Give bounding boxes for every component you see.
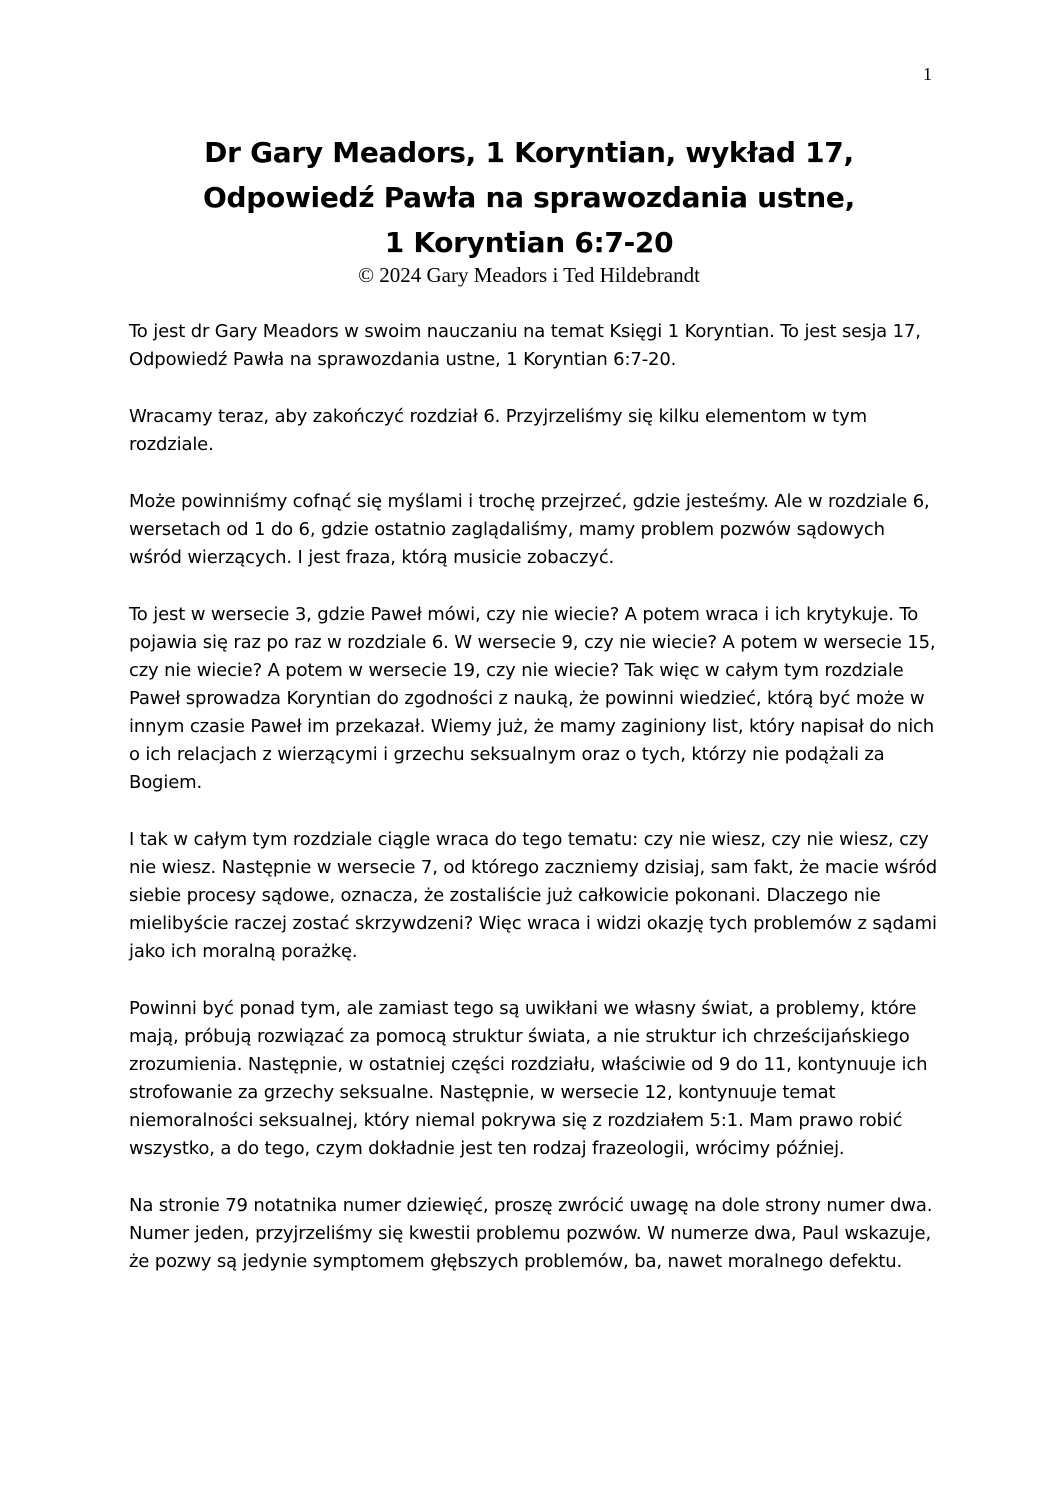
document-header <box>0 130 1058 289</box>
paragraph: To jest dr Gary Meadors w swoim nauczaniu na temat Księgi 1 Koryntian. To jest sesja 17, Odpowiedź Pawła na sprawozdania ustne, 1 Koryntian 6:7-20. <box>129 321 921 370</box>
document-title-line-3: 1 Koryntian 6:7-20 <box>384 226 674 259</box>
copyright-notice: © 2024 Gary Meadors i Ted Hildebrandt <box>358 263 700 287</box>
page-number: 1 <box>923 64 932 84</box>
document-body <box>129 318 939 1305</box>
document-title-line-1: Dr Gary Meadors, 1 Koryntian, wykład 17, <box>204 136 854 169</box>
paragraph: Może powinniśmy cofnąć się myślami i trochę przejrzeć, gdzie jesteśmy. Ale w rozdziale 6, wersetach od 1 do 6, gdzie ostatnio zaglądaliśmy, mamy problem pozwów sądowych wśród wierzących. I jest fraza, którą musicie zobaczyć. <box>129 491 930 568</box>
paragraph: Na stronie 79 notatnika numer dziewięć, proszę zwrócić uwagę na dole strony numer dwa. Numer jeden, przyjrzeliśmy się kwestii problemu pozwów. W numerze dwa, Paul wskazuje, że pozwy są jedynie symptomem głębszych problemów, ba, nawet moralnego defektu. <box>129 1195 933 1272</box>
paragraph: Wracamy teraz, aby zakończyć rozdział 6. Przyjrzeliśmy się kilku elementom w tym rozdziale. <box>129 406 867 455</box>
paragraph: Powinni być ponad tym, ale zamiast tego są uwikłani we własny świat, a problemy, które mają, próbują rozwiązać za pomocą struktur świata, a nie struktur ich chrześcijańskiego zrozumienia. Następnie, w ostatniej części rozdziału, właściwie od 9 do 11, kontynuuje ich strofowanie za grzechy seksualne. Następnie, w wersecie 12, kontynuuje temat niemoralności seksualnej, który niemal pokrywa się z rozdziałem 5:1. Mam prawo robić wszystko, a do tego, czym dokładnie jest ten rodzaj frazeologii, wrócimy później. <box>129 998 928 1159</box>
paragraph: To jest w wersecie 3, gdzie Paweł mówi, czy nie wiecie? A potem wraca i ich krytykuje. To pojawia się raz po raz w rozdziale 6. W wersecie 9, czy nie wiecie? A potem w wersecie 15, czy nie wiecie? A potem w wersecie 19, czy nie wiecie? Tak więc w całym tym rozdziale Paweł sprowadza Koryntian do zgodności z nauką, że powinni wiedzieć, którą być może w innym czasie Paweł im przekazał. Wiemy już, że mamy zaginiony list, który napisał do nich o ich relacjach z wierzącymi i grzechu seksualnym oraz o tych, którzy nie podążali za Bogiem. <box>129 604 936 793</box>
document-title-line-2: Odpowiedź Pawła na sprawozdania ustne, <box>203 181 855 214</box>
paragraph: I tak w całym tym rozdziale ciągle wraca do tego tematu: czy nie wiesz, czy nie wiesz, czy nie wiesz. Następnie w wersecie 7, od którego zaczniemy dzisiaj, sam fakt, że macie wśród siebie procesy sądowe, oznacza, że zostaliście już całkowicie pokonani. Dlaczego nie mielibyście raczej zostać skrzywdzeni? Więc wraca i widzi okazję tych problemów z sądami jako ich moralną porażkę. <box>129 829 938 962</box>
